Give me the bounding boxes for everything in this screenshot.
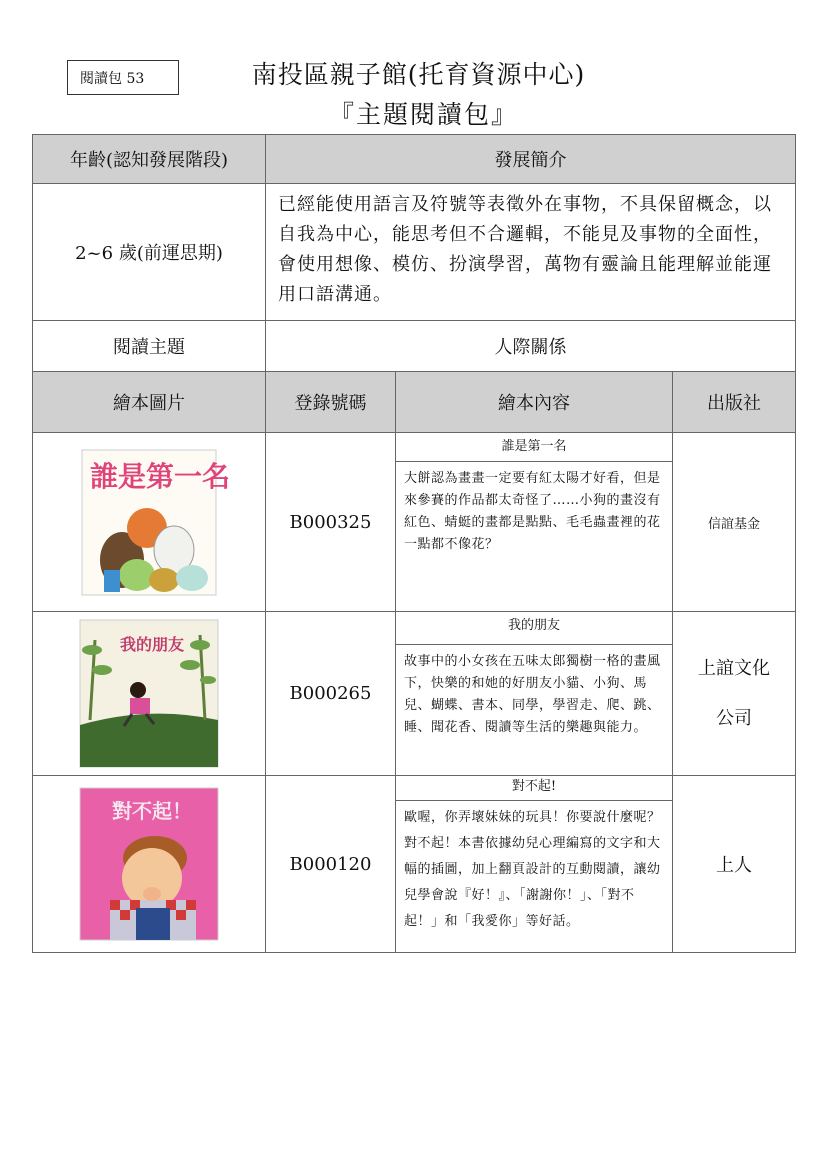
theme-label: 閱讀主題 [33, 321, 266, 372]
book-title: 我的朋友 [396, 612, 672, 645]
publisher-line: 上誼文化 [698, 657, 770, 679]
book-code: B000325 [266, 433, 396, 612]
book-cover-cell [33, 433, 266, 612]
cover-title: 對不起！ [112, 799, 192, 823]
development-description: 已經能使用語言及符號等表徵外在事物，不具保留概念，以自我為中心，能思考但不合邏輯，不能見及事物的全面性，會使用想像、模仿、扮演學習，萬物有靈論且能理解並能運用口語溝通。 [266, 184, 796, 321]
book-cover-image [82, 450, 231, 595]
book-row [33, 433, 796, 612]
col-content: 繪本內容 [396, 372, 673, 433]
book-content-cell [396, 612, 673, 776]
book-cover-image [80, 620, 218, 767]
theme-value: 人際關係 [266, 321, 796, 372]
package-number-badge: 閱讀包 53 [67, 60, 179, 95]
book-publisher: 上人 [673, 776, 796, 953]
book-row [33, 776, 796, 953]
age-value: 2~6 歲(前運思期) [33, 184, 266, 321]
book-cover-image [80, 788, 218, 940]
book-description: 大餅認為畫畫一定要有紅太陽才好看，但是來參賽的作品都太奇怪了……小狗的畫沒有紅色、蜻蜓的畫都是點點、毛毛蟲畫裡的花一點都不像花？ [404, 471, 661, 552]
col-code: 登錄號碼 [266, 372, 396, 433]
book-description: 歐喔，你弄壞妹妹的玩具！你要說什麼呢？對不起！本書依據幼兒心理編寫的文字和大幅的插圖，加上翻頁設計的互動閱讀，讓幼兒學會說『好！』、「謝謝你！」、「對不起！」和「我愛你」等好話。 [404, 810, 661, 929]
book-title: 誰是第一名 [396, 433, 672, 462]
book-content-cell [396, 776, 673, 953]
reading-package-table [32, 134, 796, 953]
cover-title: 我的朋友 [120, 635, 185, 654]
book-publisher: 信誼基金 [673, 433, 796, 612]
cover-title: 誰是第一名 [90, 459, 231, 493]
book-cover-cell [33, 612, 266, 776]
col-publisher: 出版社 [673, 372, 796, 433]
col-image: 繪本圖片 [33, 372, 266, 433]
book-title: 對不起! [396, 776, 672, 801]
page-subtitle: 『主題閱讀包』 [328, 100, 518, 129]
header-age: 年齡(認知發展階段) [33, 135, 266, 184]
book-publisher [673, 612, 796, 776]
book-cover-cell [33, 776, 266, 953]
page-title: 南投區親子館(托育資源中心) [251, 60, 586, 89]
book-row [33, 612, 796, 776]
book-content-cell [396, 433, 673, 612]
book-description: 故事中的小女孩在五味太郎獨樹一格的畫風下，快樂的和她的好朋友小貓、小狗、馬兒、蝴蝶、書本、同學，學習走、爬、跳、睡、聞花香、閱讀等生活的樂趣與能力。 [404, 654, 661, 735]
publisher-line: 公司 [716, 707, 752, 729]
book-code: B000265 [266, 612, 396, 776]
header-development: 發展簡介 [266, 135, 796, 184]
book-code: B000120 [266, 776, 396, 953]
